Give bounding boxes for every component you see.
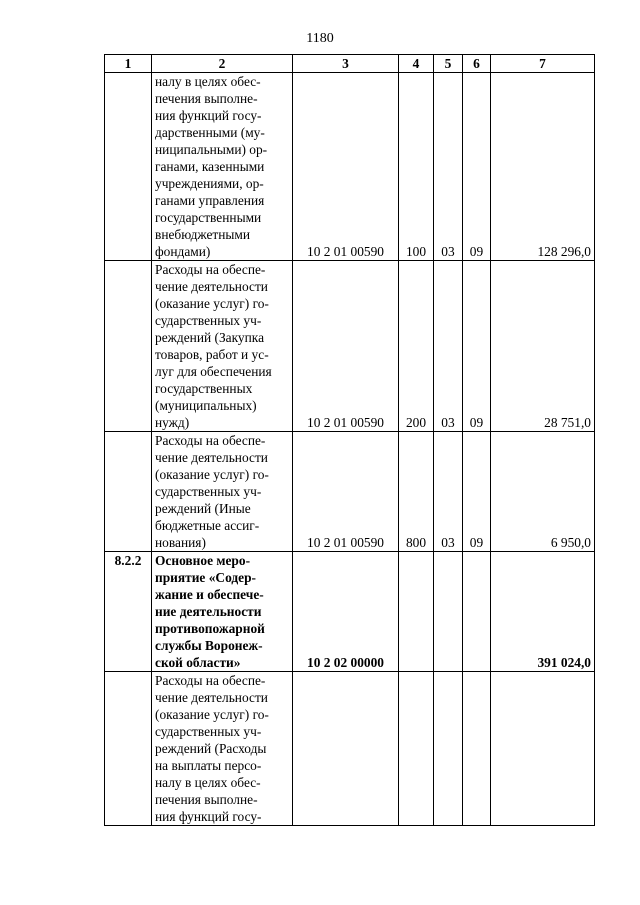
table-row (105, 552, 595, 672)
description-line: на выплаты персо- (155, 758, 262, 773)
description-line: дарственными (му- (155, 125, 265, 140)
description-line: нования) (155, 535, 206, 550)
description-line: ниципальными) ор- (155, 142, 268, 157)
description-line: сударственных уч- (155, 484, 262, 499)
table-body (105, 73, 595, 826)
description-line: (муниципальных) (155, 398, 257, 413)
description-line: ния функций госу- (155, 108, 262, 123)
description-line: налу в целях обес- (155, 775, 261, 790)
amount-cell: 128 296,0 (491, 73, 595, 261)
description-line: чение деятельности (155, 690, 268, 705)
description-line: ганами управления (155, 193, 265, 208)
description-line: ганами, казенными (155, 159, 265, 174)
budget-table (104, 54, 595, 826)
description-line: чение деятельности (155, 279, 268, 294)
expense-type-cell: 200 (399, 261, 434, 432)
section-cell (434, 552, 463, 672)
code-cell: 10 2 02 00000 (293, 552, 399, 672)
description-line: Расходы на обеспе- (155, 673, 266, 688)
header-col-7: 7 (491, 55, 595, 73)
description-line: ния функций госу- (155, 809, 262, 824)
section-cell: 03 (434, 432, 463, 552)
description-line: Основное меро- (155, 553, 251, 568)
description-line: фондами) (155, 244, 211, 259)
header-col-6: 6 (463, 55, 491, 73)
subsection-cell: 09 (463, 261, 491, 432)
expense-type-cell (399, 552, 434, 672)
description-line: государственными (155, 210, 262, 225)
expense-type-cell: 800 (399, 432, 434, 552)
amount-cell: 28 751,0 (491, 261, 595, 432)
description-line: противопожарной (155, 621, 265, 636)
description-line: (оказание услуг) го- (155, 296, 269, 311)
code-cell: 10 2 01 00590 (293, 261, 399, 432)
expense-type-cell: 100 (399, 73, 434, 261)
code-cell (293, 672, 399, 826)
description-line: бюджетные ассиг- (155, 518, 260, 533)
description-line: внебюджетными (155, 227, 251, 242)
description-line: службы Воронеж- (155, 638, 263, 653)
description-line: реждений (Расходы (155, 741, 267, 756)
subsection-cell (463, 552, 491, 672)
description-cell (152, 552, 293, 672)
description-cell (152, 73, 293, 261)
header-col-2: 2 (152, 55, 293, 73)
description-line: (оказание услуг) го- (155, 707, 269, 722)
description-line: луг для обеспечения (155, 364, 272, 379)
row-number-cell (105, 432, 152, 552)
section-cell: 03 (434, 261, 463, 432)
description-line: учреждениями, ор- (155, 176, 264, 191)
description-line: товаров, работ и ус- (155, 347, 269, 362)
row-number-cell: 8.2.2 (105, 552, 152, 672)
description-line: чение деятельности (155, 450, 268, 465)
description-cell (152, 261, 293, 432)
description-cell (152, 672, 293, 826)
description-line: государственных (155, 381, 253, 396)
amount-cell: 391 024,0 (491, 552, 595, 672)
code-cell: 10 2 01 00590 (293, 73, 399, 261)
header-col-4: 4 (399, 55, 434, 73)
description-line: ние деятельности (155, 604, 262, 619)
description-line: сударственных уч- (155, 313, 262, 328)
description-line: приятие «Содер- (155, 570, 257, 585)
description-line: реждений (Иные (155, 501, 251, 516)
header-row (105, 55, 595, 73)
row-number-cell (105, 73, 152, 261)
section-cell (434, 672, 463, 826)
subsection-cell: 09 (463, 73, 491, 261)
row-number-cell (105, 672, 152, 826)
table-row (105, 432, 595, 552)
header-col-1: 1 (105, 55, 152, 73)
description-cell (152, 432, 293, 552)
page-number: 1180 (306, 31, 334, 46)
section-cell: 03 (434, 73, 463, 261)
description-line: нужд) (155, 415, 190, 430)
description-line: ской области» (155, 655, 241, 670)
description-line: сударственных уч- (155, 724, 262, 739)
description-line: налу в целях обес- (155, 74, 261, 89)
description-line: печения выполне- (155, 91, 258, 106)
table-row (105, 672, 595, 826)
amount-cell (491, 672, 595, 826)
header-col-5: 5 (434, 55, 463, 73)
subsection-cell: 09 (463, 432, 491, 552)
table-row (105, 73, 595, 261)
description-line: (оказание услуг) го- (155, 467, 269, 482)
description-line: Расходы на обеспе- (155, 433, 266, 448)
table-row (105, 261, 595, 432)
expense-type-cell (399, 672, 434, 826)
header-col-3: 3 (293, 55, 399, 73)
description-line: реждений (Закупка (155, 330, 265, 345)
description-line: Расходы на обеспе- (155, 262, 266, 277)
subsection-cell (463, 672, 491, 826)
description-line: печения выполне- (155, 792, 258, 807)
code-cell: 10 2 01 00590 (293, 432, 399, 552)
amount-cell: 6 950,0 (491, 432, 595, 552)
row-number-cell (105, 261, 152, 432)
description-line: жание и обеспече- (155, 587, 264, 602)
